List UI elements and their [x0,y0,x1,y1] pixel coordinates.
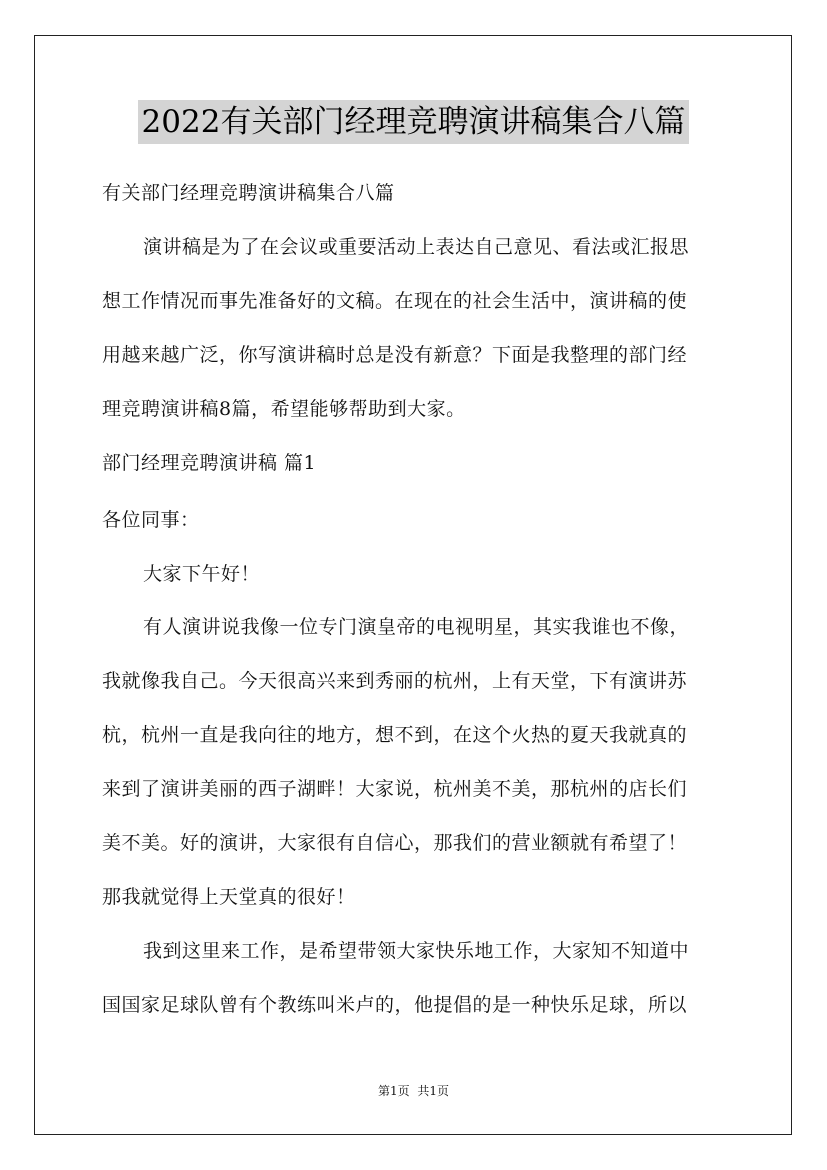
page-footer [0,1083,827,1099]
paragraph-line: 我就像我自己。今天很高兴来到秀丽的杭州，上有天堂，下有演讲苏 [102,670,688,692]
paragraph-line: 美不美。好的演讲，大家很有自信心，那我们的营业额就有希望了！ [102,832,688,854]
page-total: 共1页 [417,1084,450,1098]
paragraph-line: 杭，杭州一直是我向往的地方，想不到，在这个火热的夏天我就真的 [102,724,688,746]
page-number: 第1页 [377,1084,410,1098]
paragraph-line: 国国家足球队曾有个教练叫米卢的，他提倡的是一种快乐足球，所以 [102,994,688,1016]
subtitle: 有关部门经理竞聘演讲稿集合八篇 [102,182,395,204]
paragraph-line: 我到这里来工作，是希望带领大家快乐地工作，大家知不知道中 [143,940,690,962]
paragraph-line: 理竞聘演讲稿8篇，希望能够帮助到大家。 [102,398,466,420]
title-container [0,100,827,144]
paragraph-line: 有人演讲说我像一位专门演皇帝的电视明星，其实我谁也不像， [143,616,690,638]
greeting: 大家下午好！ [143,563,261,585]
paragraph-line: 来到了演讲美丽的西子湖畔！大家说，杭州美不美，那杭州的店长们 [102,778,688,800]
paragraph-line: 想工作情况而事先准备好的文稿。在现在的社会生活中，演讲稿的使 [102,290,688,312]
paragraph-line: 那我就觉得上天堂真的很好！ [102,886,356,908]
paragraph-line: 演讲稿是为了在会议或重要活动上表达自己意见、看法或汇报思 [143,236,690,258]
paragraph-line: 用越来越广泛，你写演讲稿时总是没有新意？下面是我整理的部门经 [102,344,688,366]
section-heading: 部门经理竞聘演讲稿 篇1 [102,452,317,474]
document-title: 2022有关部门经理竞聘演讲稿集合八篇 [138,100,690,144]
salutation: 各位同事： [102,509,200,531]
